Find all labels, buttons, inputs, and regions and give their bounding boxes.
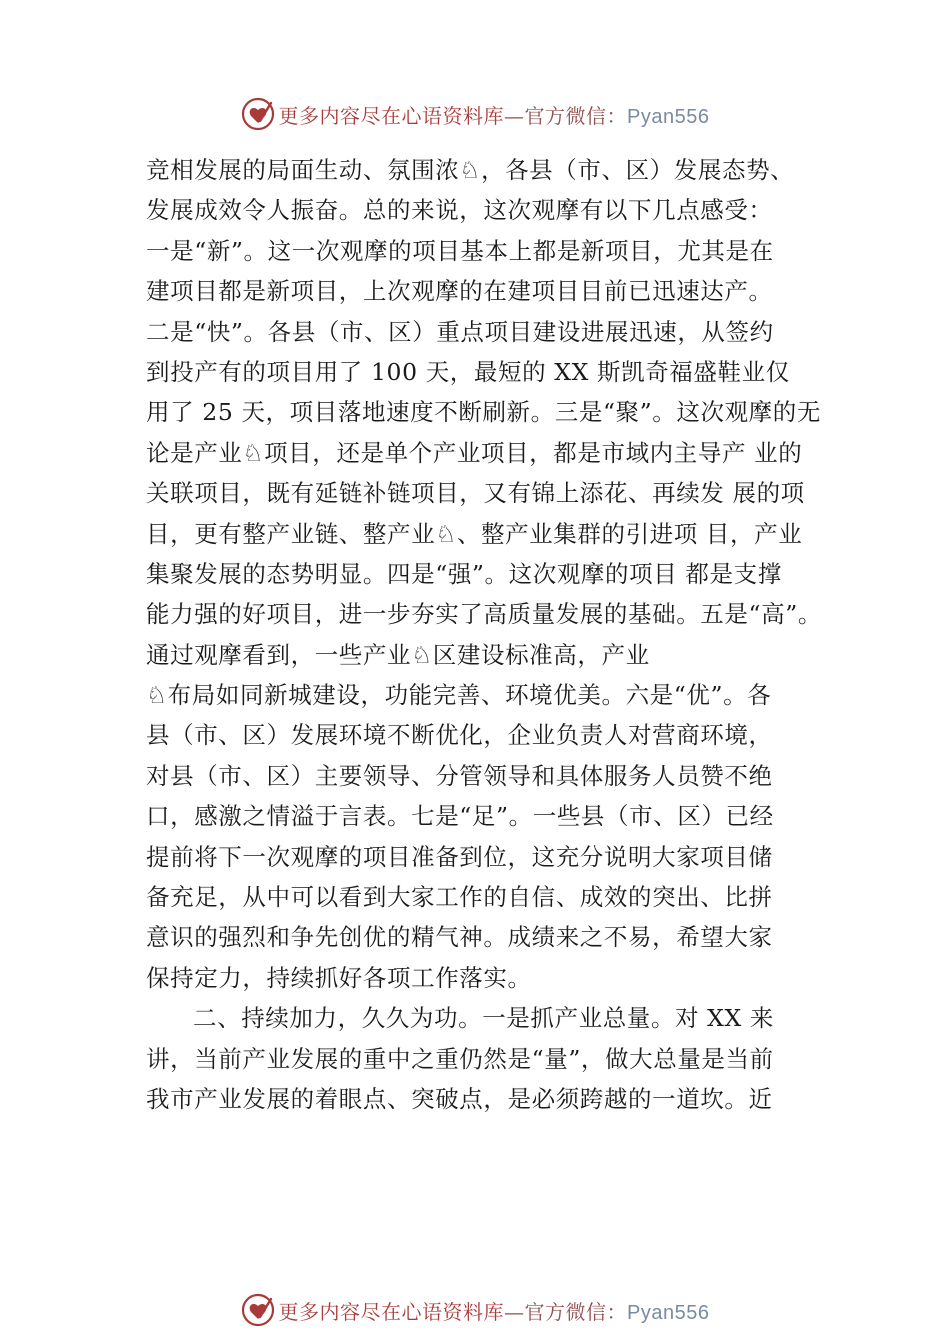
body-line: 二是“快”。各县（市、区）重点项目建设进展迅速，从签约 — [146, 317, 774, 346]
body-line: 竞相发展的局面生动、氛围浓♘，各县（市、区）发展态势、 — [146, 156, 795, 184]
banner-wechat-id: Pyan556 — [627, 1301, 710, 1324]
body-line: 建项目都是新项目，上次观摩的在建项目目前已迅速达产。 — [146, 277, 773, 306]
body-line: ♘布局如同新城建设，功能完善、环境优美。六是“优”。各 — [146, 681, 772, 710]
banner-library-name: 更多内容尽在心语资料库 — [278, 1299, 505, 1324]
banner-dash: — — [504, 1299, 525, 1324]
document-body — [146, 150, 846, 1119]
body-line: 提前将下一次观摩的项目准备到位，这充分说明大家项目储 — [146, 842, 773, 871]
body-line: 集聚发展的态势明显。四是“强”。这次观摩的项目 都是支撑 — [146, 559, 782, 588]
body-line: 备充足，从中可以看到大家工作的自信、成效的突出、比拼 — [146, 883, 773, 912]
body-line: 发展成效令人振奋。总的来说，这次观摩有以下几点感受： — [146, 196, 773, 225]
paragraph-start-line: 二、持续加力，久久为功。一是抓产业总量。对 XX 来 — [193, 1004, 774, 1033]
header-banner — [0, 94, 950, 134]
banner-official-label: 官方微信： — [524, 1299, 628, 1324]
banner-text — [279, 100, 710, 129]
body-line: 县（市、区）发展环境不断优化，企业负责人对营商环境， — [146, 721, 773, 750]
banner-official-label: 官方微信： — [524, 103, 628, 128]
banner-text — [279, 1296, 710, 1325]
body-line: 一是“新”。这一次观摩的项目基本上都是新项目，尤其是在 — [146, 236, 774, 265]
body-line: 口，感激之情溢于言表。七是“足”。一些县（市、区）已经 — [146, 802, 774, 831]
body-line: 保持定力，持续抓好各项工作落实。 — [146, 963, 532, 992]
body-line: 到投产有的项目用了 100 天，最短的 XX 斯凯奇福盛鞋业仅 — [146, 357, 790, 386]
footer-banner — [0, 1290, 950, 1330]
body-line: 能力强的好项目，进一步夯实了高质量发展的基础。五是“高”。 — [146, 600, 822, 629]
body-line: 关联项目，既有延链补链项目，又有锦上添花、再续发 展的项 — [146, 479, 805, 508]
body-line: 论是产业♘项目，还是单个产业项目，都是市域内主导产 业的 — [146, 438, 803, 467]
banner-wechat-id: Pyan556 — [627, 105, 710, 128]
body-line: 用了 25 天，项目落地速度不断刷新。三是“聚”。这次观摩的无 — [146, 398, 821, 427]
body-line: 意识的强烈和争先创优的精气神。成绩来之不易，希望大家 — [146, 923, 773, 952]
banner-library-name: 更多内容尽在心语资料库 — [278, 103, 505, 128]
body-line: 目，更有整产业链、整产业♘、整产业集群的引进项 目，产业 — [146, 519, 803, 548]
body-line: 对县（市、区）主要领导、分管领导和具体服务人员赞不绝 — [146, 761, 773, 790]
pen-heart-logo-icon — [241, 1293, 275, 1327]
banner-dash: — — [504, 103, 525, 128]
body-line: 我市产业发展的着眼点、突破点，是必须跨越的一道坎。近 — [146, 1084, 773, 1113]
pen-heart-logo-icon — [241, 97, 275, 131]
body-line: 通过观摩看到，一些产业♘区建设标准高，产业 — [146, 640, 650, 669]
body-line: 讲，当前产业发展的重中之重仍然是“量”，做大总量是当前 — [146, 1044, 774, 1073]
